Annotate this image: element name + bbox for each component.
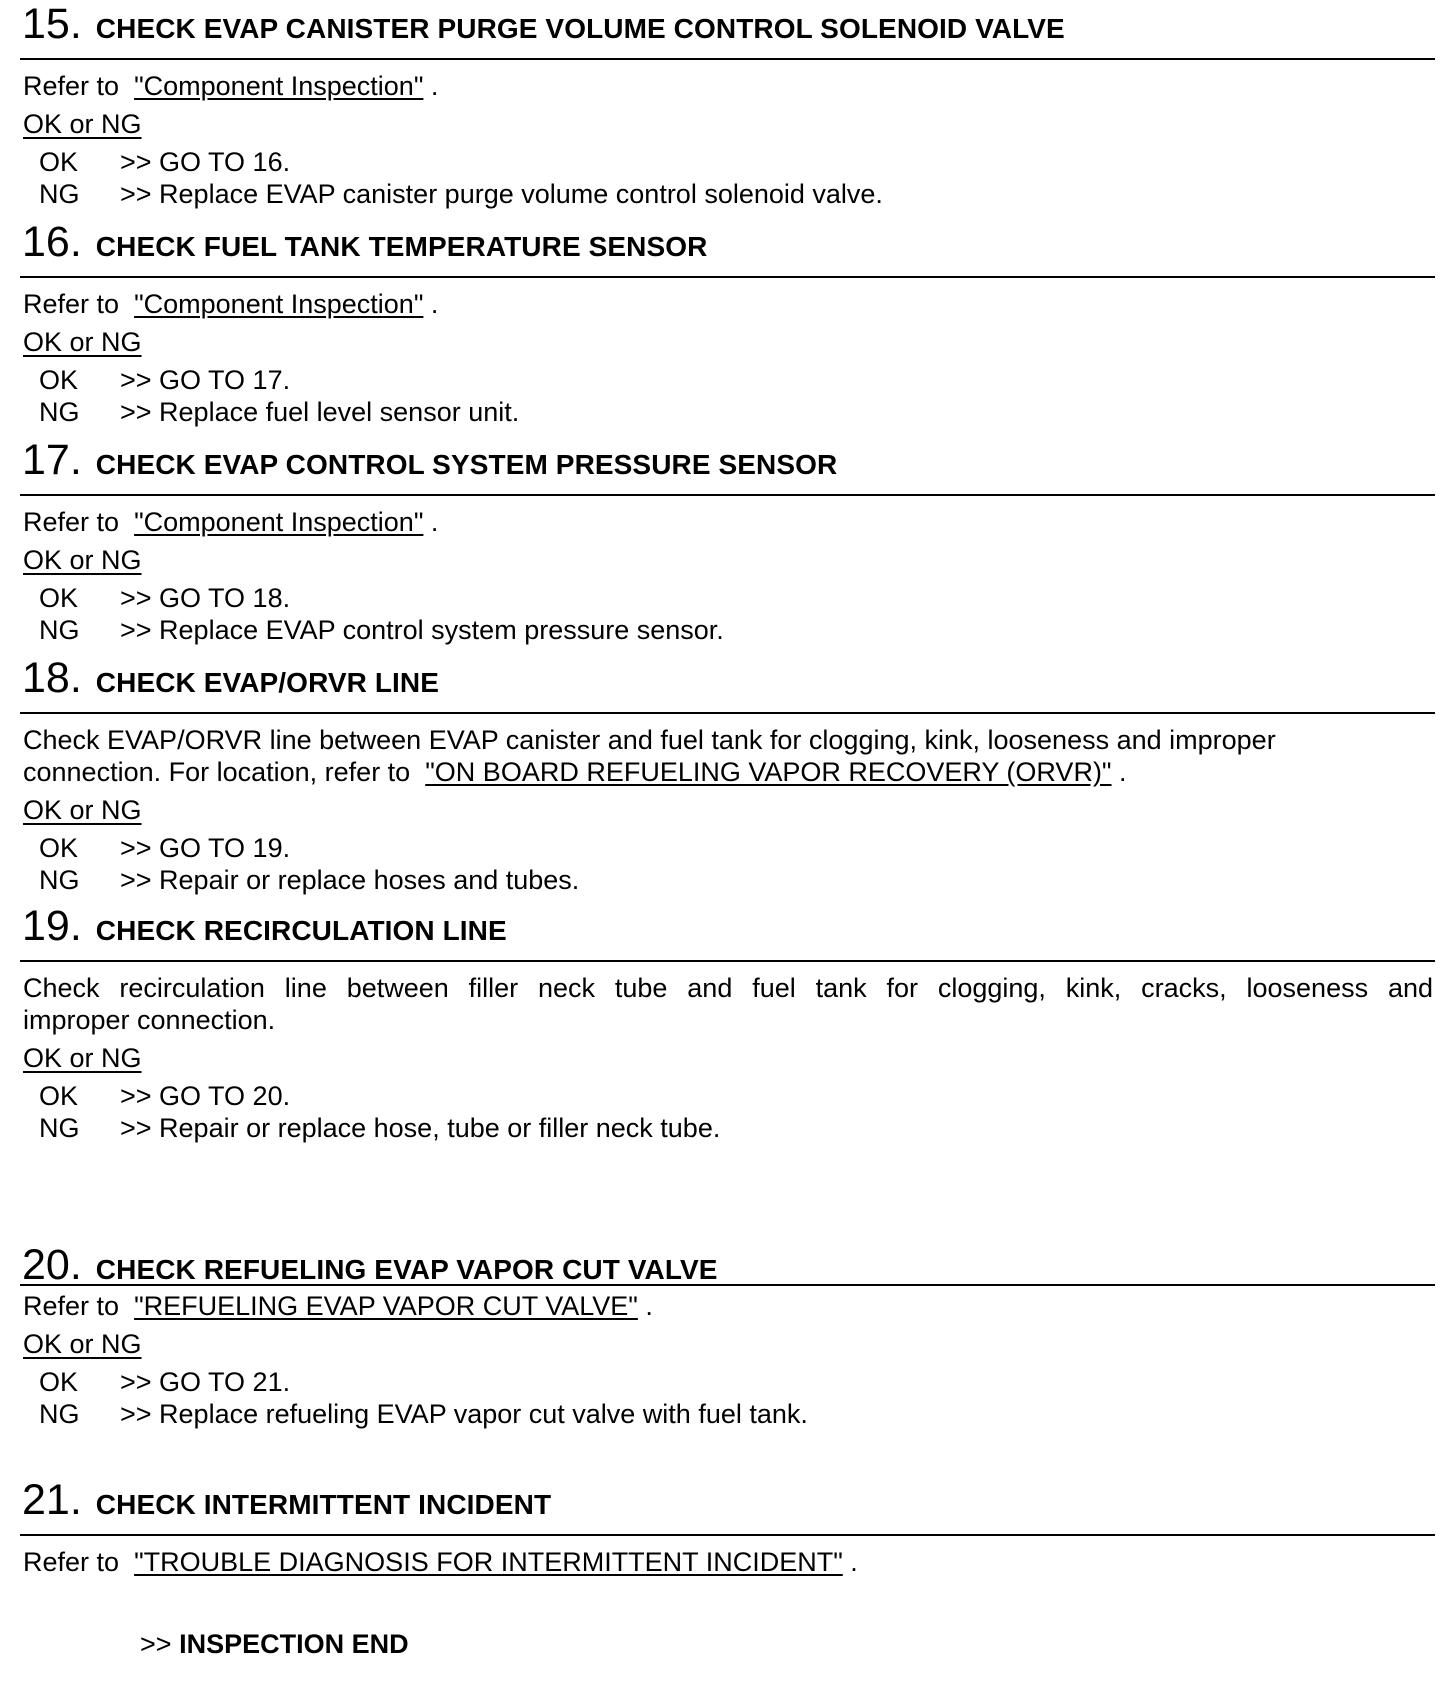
orvr-link[interactable]: "ON BOARD REFUELING VAPOR RECOVERY (ORVR)" (425, 757, 1112, 787)
component-inspection-link[interactable]: "Component Inspection" (134, 71, 424, 101)
ok-result: OK >> GO TO 19. (39, 833, 291, 863)
ok-or-ng-label: OK or NG (23, 1043, 142, 1073)
step-header: 19 . CHECK RECIRCULATION LINE (20, 902, 1435, 962)
step-header: 21 . CHECK INTERMITTENT INCIDENT (20, 1476, 1435, 1536)
step-number: 15 (22, 0, 70, 48)
step-header: 20 . CHECK REFUELING EVAP VAPOR CUT VALVE (20, 1248, 1435, 1286)
ng-result: NG >> Replace EVAP control system pressure sensor. (39, 615, 724, 645)
refer-line: Refer to "Component Inspection" . (23, 507, 439, 537)
step-header: 16 . CHECK FUEL TANK TEMPERATURE SENSOR (20, 218, 1435, 278)
refer-line: Refer to "Component Inspection" . (23, 71, 439, 101)
step-number: 19 (22, 902, 70, 950)
step-title: CHECK INTERMITTENT INCIDENT (95, 1489, 552, 1520)
step-number: 18 (22, 654, 70, 702)
step-number: 21 (22, 1476, 70, 1524)
step-title: CHECK EVAP/ORVR LINE (95, 667, 440, 698)
intermittent-incident-link[interactable]: "TROUBLE DIAGNOSIS FOR INTERMITTENT INCIDENT" (134, 1547, 843, 1577)
ok-result: OK >> GO TO 16. (39, 147, 291, 177)
step-title: CHECK RECIRCULATION LINE (95, 915, 507, 946)
refer-line: Refer to "REFUELING EVAP VAPOR CUT VALVE" . (23, 1291, 653, 1321)
ng-result: NG >> Repair or replace hoses and tubes. (39, 865, 580, 895)
step-title: CHECK EVAP CONTROL SYSTEM PRESSURE SENSOR (95, 449, 838, 480)
step-header: 15 . CHECK EVAP CANISTER PURGE VOLUME CONTROL SOLENOID VALVE (20, 0, 1435, 60)
step-18 (20, 654, 1435, 896)
refer-line: Refer to "Component Inspection" . (23, 289, 439, 319)
ok-or-ng-label: OK or NG (23, 109, 142, 139)
step-title: CHECK FUEL TANK TEMPERATURE SENSOR (95, 231, 708, 262)
ok-or-ng-label: OK or NG (23, 327, 142, 357)
component-inspection-link[interactable]: "Component Inspection" (134, 289, 424, 319)
ok-result: OK >> GO TO 21. (39, 1367, 291, 1397)
step-20 (20, 1241, 1435, 1430)
step-16 (20, 218, 1435, 428)
ng-result: NG >> Replace EVAP canister purge volume control solenoid valve. (39, 179, 883, 209)
step-header: 18 . CHECK EVAP/ORVR LINE (20, 654, 1435, 714)
step-description: Check EVAP/ORVR line between EVAP canister and fuel tank for clogging, kink, looseness and improper connection. For location, refer to "ON BOARD REFUELING VAPOR RECOVERY (ORVR)" . (23, 725, 1276, 787)
step-title: CHECK REFUELING EVAP VAPOR CUT VALVE (95, 1254, 718, 1285)
step-21 (20, 1476, 1435, 1578)
ng-result: NG >> Repair or replace hose, tube or filler neck tube. (39, 1113, 721, 1143)
step-15 (20, 0, 1435, 210)
ok-result: OK >> GO TO 18. (39, 583, 291, 613)
ok-or-ng-label: OK or NG (23, 545, 142, 575)
step-description: Check recirculation line between filler neck tube and fuel tank for clogging, kink, cracks, looseness and improper connection. (23, 973, 1433, 1035)
refer-line: Refer to "TROUBLE DIAGNOSIS FOR INTERMITTENT INCIDENT" . (23, 1547, 858, 1577)
step-title: CHECK EVAP CANISTER PURGE VOLUME CONTROL SOLENOID VALVE (95, 13, 1065, 44)
step-header: 17 . CHECK EVAP CONTROL SYSTEM PRESSURE SENSOR (20, 436, 1435, 496)
inspection-end-label: INSPECTION END (179, 1629, 409, 1659)
ng-result: NG >> Replace refueling EVAP vapor cut valve with fuel tank. (39, 1399, 808, 1429)
step-number: 17 (22, 436, 70, 484)
step-number: 20 (22, 1241, 70, 1289)
step-17 (20, 436, 1435, 646)
ok-result: OK >> GO TO 17. (39, 365, 291, 395)
step-number: 16 (22, 218, 70, 266)
ok-result: OK >> GO TO 20. (39, 1081, 291, 1111)
vapor-cut-valve-link[interactable]: "REFUELING EVAP VAPOR CUT VALVE" (134, 1291, 638, 1321)
ok-or-ng-label: OK or NG (23, 1329, 142, 1359)
ng-result: NG >> Replace fuel level sensor unit. (39, 397, 520, 427)
ok-or-ng-label: OK or NG (23, 795, 142, 825)
component-inspection-link[interactable]: "Component Inspection" (134, 507, 424, 537)
inspection-end: >> INSPECTION END (140, 1629, 409, 1659)
step-19 (20, 902, 1435, 1144)
